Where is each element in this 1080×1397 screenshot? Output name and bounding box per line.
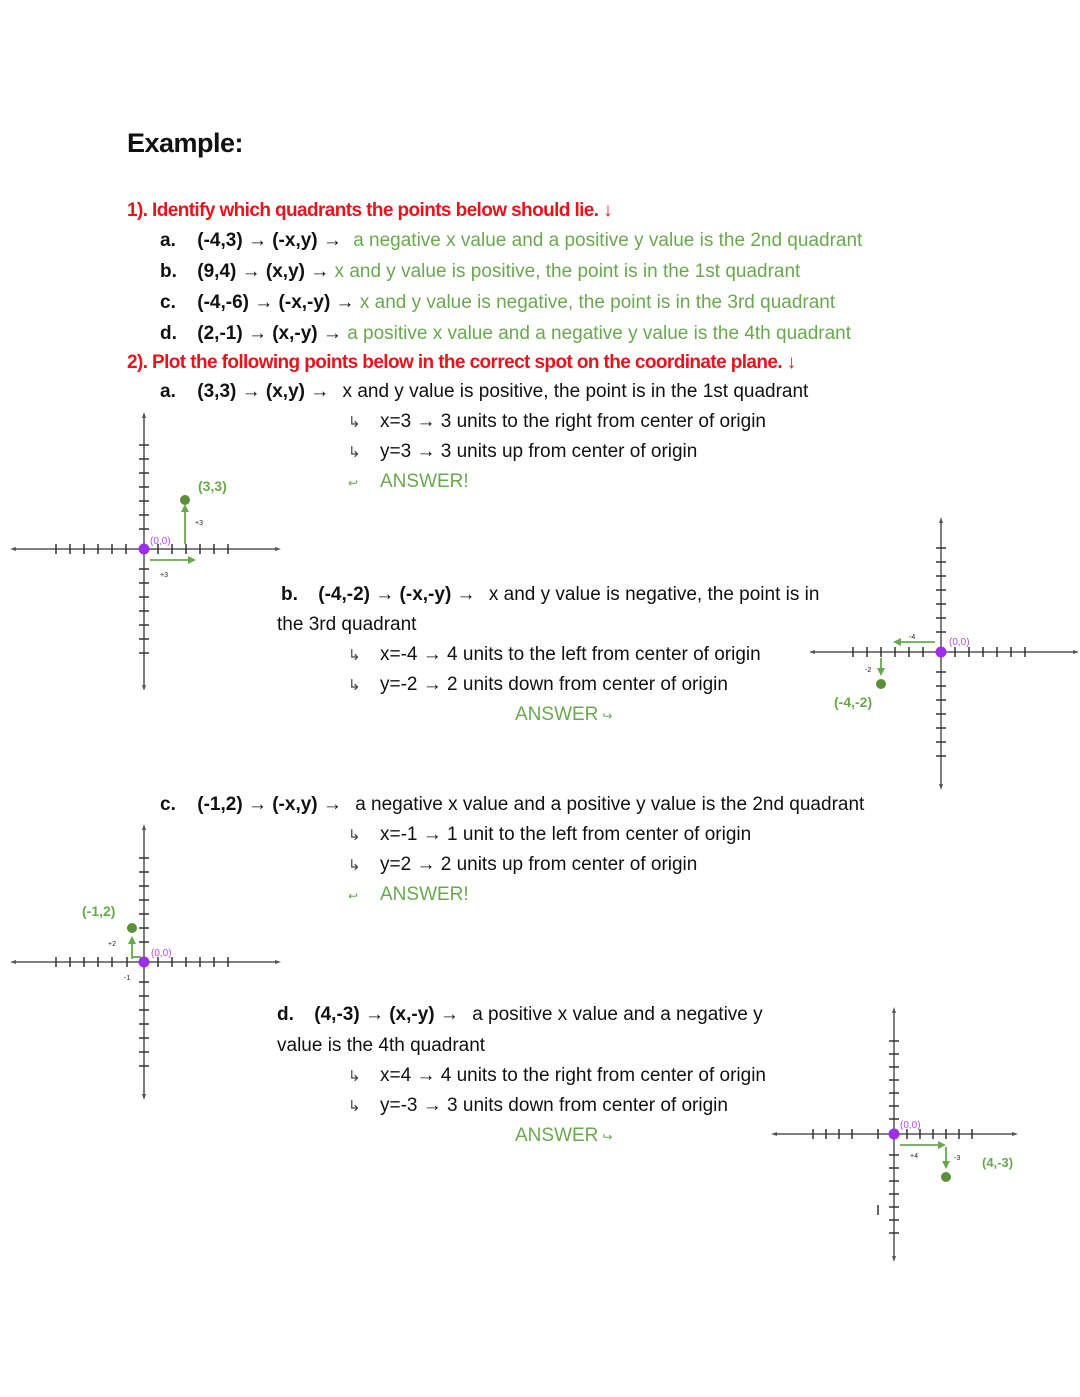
- graph-3-3: [10, 410, 285, 690]
- hook-arrow-icon: ↳: [348, 827, 361, 844]
- step-x: ↳ x=-1 → 1 unit to the left from center of origin: [348, 824, 752, 845]
- s2-item-a: [160, 381, 808, 403]
- item-expression: (4,-3) → (x,-y) →: [314, 1004, 459, 1025]
- s2-item-b: [281, 584, 819, 606]
- origin-label: (0,0): [949, 637, 970, 648]
- item-answer: a positive x value and a negative y value is the 4th quadrant: [347, 323, 852, 344]
- hook-arrow-icon: ↳: [348, 647, 361, 664]
- hook-arrow-icon: ↳: [348, 1068, 361, 1085]
- point-label: (-1,2): [82, 903, 116, 919]
- origin-label: (0,0): [900, 1120, 921, 1131]
- point-label: (-4,-2): [834, 694, 873, 710]
- item-label: b.: [160, 261, 177, 282]
- item-expression: (3,3) → (x,y) →: [197, 381, 330, 402]
- item-answer: a negative x value and a positive y value is the 2nd quadrant: [353, 230, 863, 251]
- s1-item-d: [160, 323, 851, 345]
- step-y: ↳ y=-3 → 3 units down from center of origin: [348, 1095, 728, 1116]
- s1-item-c: [160, 292, 835, 314]
- answer-label: ANSWER ↪: [515, 704, 613, 725]
- item-expression: (-4,3) → (-x,y) →: [197, 230, 342, 251]
- x-step-label: -4: [909, 634, 916, 641]
- item-label: b.: [281, 584, 298, 605]
- graph-4-neg3: [770, 1005, 1020, 1263]
- s1-item-b: [160, 261, 800, 283]
- return-arrow-icon: ↩: [348, 476, 359, 490]
- x-step-label: +4: [910, 1153, 918, 1160]
- answer-label: ↩ ANSWER!: [348, 884, 469, 905]
- graph-neg4-neg2: [808, 515, 1080, 790]
- section1-heading: 1). Identify which quadrants the points below should lie. ↓: [127, 200, 613, 221]
- answer-label: ANSWER ↪: [515, 1125, 613, 1146]
- y-step-label: +2: [108, 941, 116, 948]
- step-x: ↳ x=3 → 3 units to the right from center of origin: [348, 411, 766, 432]
- step-y: ↳ y=3 → 3 units up from center of origin: [348, 441, 698, 462]
- hook-arrow-icon: ↳: [348, 444, 361, 461]
- item-expression: (-1,2) → (-x,y) →: [197, 794, 342, 815]
- point-label: (4,-3): [982, 1155, 1014, 1170]
- step-x: ↳ x=-4 → 4 units to the left from center of origin: [348, 644, 761, 665]
- item-label: c.: [160, 794, 176, 815]
- item-answer: x and y value is negative, the point is in the 3rd quadrant: [359, 292, 836, 313]
- hook-arrow-icon: ↳: [348, 1098, 361, 1115]
- answer-label: ↩ ANSWER!: [348, 471, 469, 492]
- step-y: ↳ y=-2 → 2 units down from center of origin: [348, 674, 728, 695]
- hook-arrow-icon: ↳: [348, 857, 361, 874]
- section2-heading: 2). Plot the following points below in the correct spot on the coordinate plane. ↓: [127, 352, 796, 373]
- y-step-label: -3: [954, 1155, 961, 1162]
- item-description-cont: the 3rd quadrant: [277, 614, 417, 635]
- y-step-label: -2: [865, 667, 872, 674]
- item-label: d.: [160, 323, 177, 344]
- graph-neg1-2: [10, 822, 285, 1100]
- s2-item-c: [160, 794, 864, 816]
- page-title: Example:: [127, 128, 244, 158]
- item-description: x and y value is negative, the point is in: [488, 584, 820, 605]
- x-step-label: -1: [124, 975, 131, 982]
- item-label: d.: [277, 1004, 294, 1025]
- x-step-label: +3: [160, 572, 168, 579]
- item-label: a.: [160, 381, 176, 402]
- item-expression: (-4,-6) → (-x,-y) →: [197, 292, 355, 313]
- item-description: a negative x value and a positive y value is the 2nd quadrant: [355, 794, 865, 815]
- item-expression: (-4,-2) → (-x,-y) →: [318, 584, 476, 605]
- return-arrow-icon: ↩: [348, 889, 359, 903]
- item-label: c.: [160, 292, 176, 313]
- s2-item-d: [277, 1004, 763, 1026]
- origin-label: (0,0): [151, 948, 172, 959]
- item-description: x and y value is positive, the point is in the 1st quadrant: [342, 381, 809, 402]
- item-answer: x and y value is positive, the point is in the 1st quadrant: [334, 261, 801, 282]
- right-hook-arrow-icon: ↪: [602, 709, 613, 723]
- y-step-label: +3: [195, 520, 203, 527]
- item-expression: (2,-1) → (x,-y) →: [197, 323, 342, 344]
- hook-arrow-icon: ↳: [348, 414, 361, 431]
- item-description-cont: value is the 4th quadrant: [277, 1035, 486, 1056]
- item-label: a.: [160, 230, 176, 251]
- item-description: a positive x value and a negative y: [472, 1004, 763, 1025]
- step-x: ↳ x=4 → 4 units to the right from center of origin: [348, 1065, 766, 1086]
- hook-arrow-icon: ↳: [348, 677, 361, 694]
- step-y: ↳ y=2 → 2 units up from center of origin: [348, 854, 698, 875]
- right-hook-arrow-icon: ↪: [602, 1130, 613, 1144]
- point-label: (3,3): [198, 478, 227, 494]
- origin-label: (0,0): [150, 536, 171, 547]
- s1-item-a: [160, 230, 862, 252]
- item-expression: (9,4) → (x,y) →: [197, 261, 330, 282]
